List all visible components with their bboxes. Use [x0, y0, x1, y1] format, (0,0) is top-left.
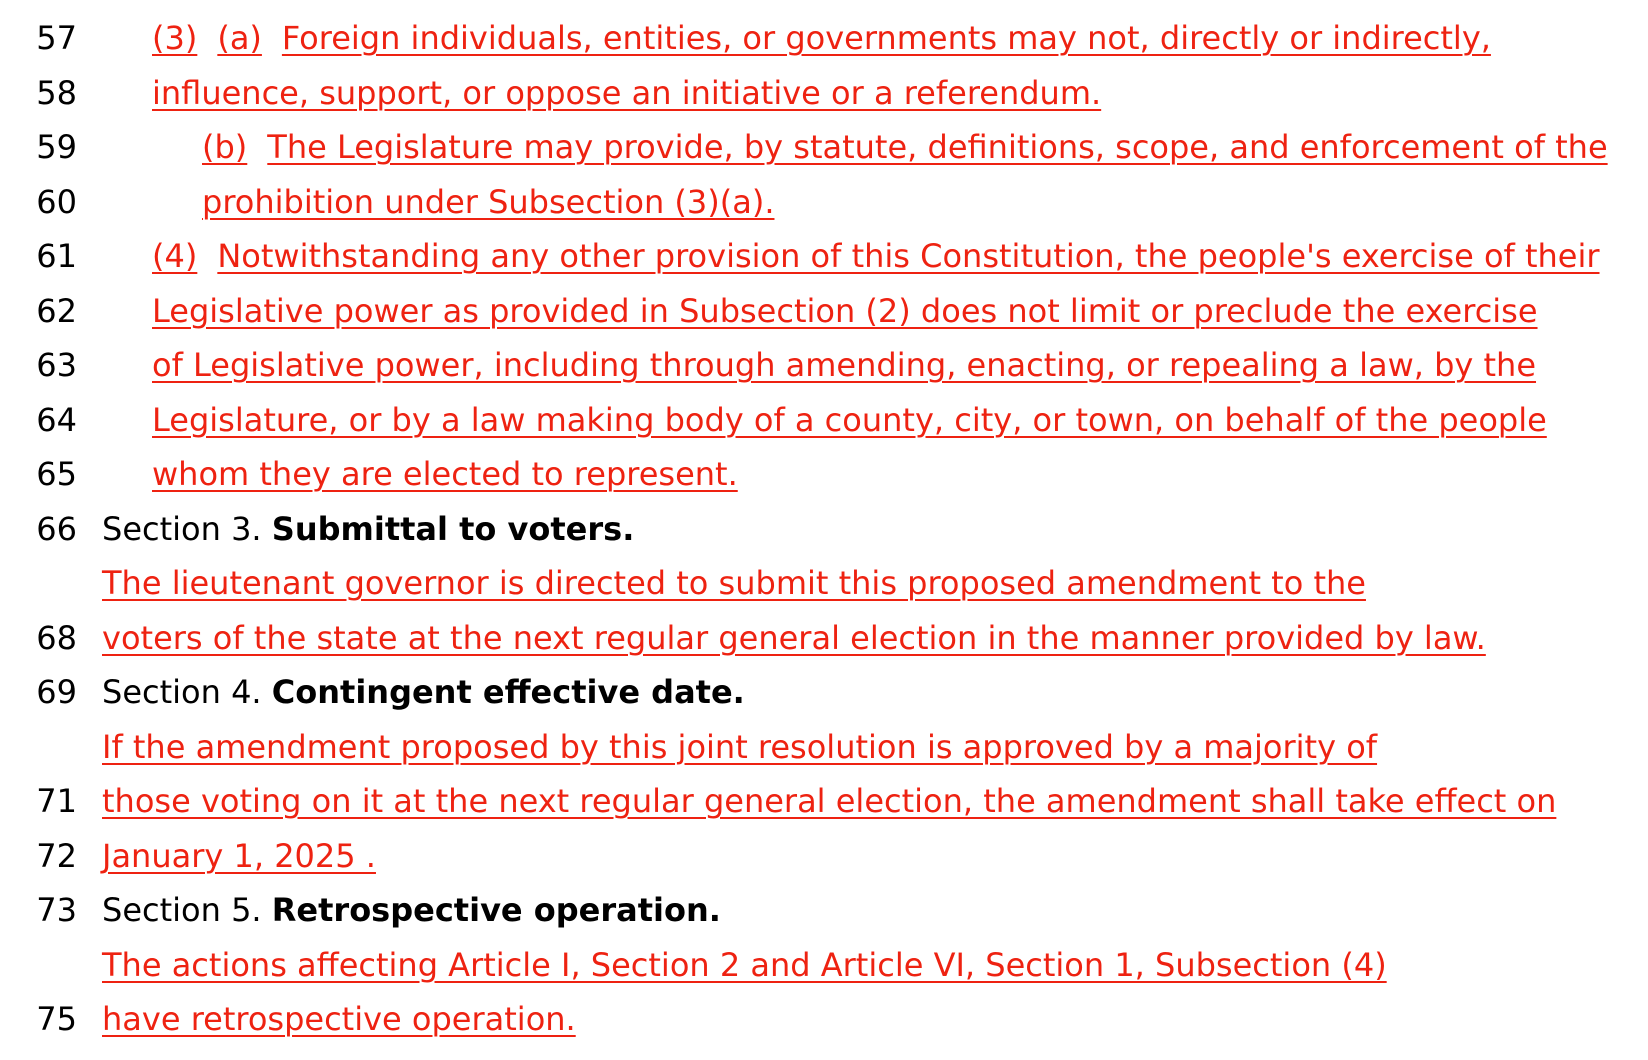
line-number: 64 [36, 400, 77, 439]
line-number: 57 [36, 19, 77, 57]
section-title: Submittal to voters. [271, 509, 635, 548]
line-64 [0, 395, 1648, 450]
line-number: 65 [36, 455, 77, 493]
section-title: Retrospective operation. [271, 891, 721, 929]
inserted-text: whom they are elected to represent. [152, 455, 738, 493]
inserted-text: Legislative power as provided in Subsection (2) does not limit or preclude the exercise [152, 291, 1538, 330]
line-74 [0, 940, 1648, 995]
line-number: 68 [36, 618, 77, 657]
inserted-text: Legislature, or by a law making body of a county, city, or town, on behalf of the people [152, 400, 1547, 439]
line-62 [0, 286, 1648, 341]
line-number: 75 [36, 1000, 77, 1038]
inserted-text: The actions affecting Article I, Section 2 and Article VI, Section 1, Subsection (4) [102, 945, 1387, 984]
line-number: 62 [36, 291, 77, 330]
line-content [152, 13, 1491, 63]
line-73 [0, 885, 1648, 940]
line-59 [0, 122, 1648, 177]
line-60 [0, 177, 1648, 232]
line-67 [0, 558, 1648, 613]
line-71 [0, 776, 1648, 831]
inserted-text: influence, support, or oppose an initiative or a referendum. [152, 73, 1102, 112]
paragraph-marker: (b) [202, 128, 248, 166]
line-68 [0, 613, 1648, 668]
line-66 [0, 504, 1648, 559]
inserted-text: prohibition under Subsection (3)(a). [202, 182, 775, 221]
line-65 [0, 449, 1648, 504]
line-61 [0, 231, 1648, 286]
line-number: 66 [36, 509, 77, 548]
line-number: 73 [36, 891, 77, 929]
line-70 [0, 722, 1648, 777]
inserted-text: Notwithstanding any other provision of this Constitution, the people's exercise of their [217, 237, 1600, 275]
inserted-text: have retrospective operation. [102, 1000, 576, 1038]
line-57 [0, 13, 1648, 68]
section-heading [102, 504, 634, 554]
line-75 [0, 994, 1648, 1049]
section-label: Section 5. [102, 891, 262, 929]
inserted-text: Foreign individuals, entities, or governments may not, directly or indirectly, [281, 19, 1491, 57]
paragraph-marker: (a) [217, 19, 262, 57]
line-number: 61 [36, 237, 77, 275]
subsection-marker: (3) [152, 19, 198, 57]
bill-text-document [0, 13, 1648, 1049]
line-58 [0, 68, 1648, 123]
inserted-text: The lieutenant governor is directed to submit this proposed amendment to the [102, 564, 1366, 602]
inserted-text: If the amendment proposed by this joint resolution is approved by a majority of [102, 727, 1378, 766]
line-number: 69 [36, 673, 77, 711]
section-heading [102, 667, 745, 717]
inserted-text: January 1, 2025 . [102, 836, 376, 875]
inserted-text: The Legislature may provide, by statute, definitions, scope, and enforcement of the [267, 128, 1608, 166]
line-number: 60 [36, 182, 77, 221]
section-label: Section 4. [102, 673, 262, 711]
inserted-text: of Legislative power, including through amending, enacting, or repealing a law, by the [152, 346, 1537, 384]
line-number: 58 [36, 73, 77, 112]
line-63 [0, 340, 1648, 395]
section-label: Section 3. [102, 509, 262, 548]
line-72 [0, 831, 1648, 886]
inserted-text: those voting on it at the next regular general election, the amendment shall take effect on [102, 782, 1557, 820]
inserted-text: voters of the state at the next regular general election in the manner provided by law. [102, 618, 1486, 657]
section-title: Contingent effective date. [271, 673, 745, 711]
line-69 [0, 667, 1648, 722]
line-number: 63 [36, 346, 77, 384]
line-number: 59 [36, 128, 77, 166]
section-heading [102, 885, 721, 935]
line-number: 71 [36, 782, 77, 820]
subsection-marker: (4) [152, 237, 198, 275]
line-number: 72 [36, 836, 77, 875]
